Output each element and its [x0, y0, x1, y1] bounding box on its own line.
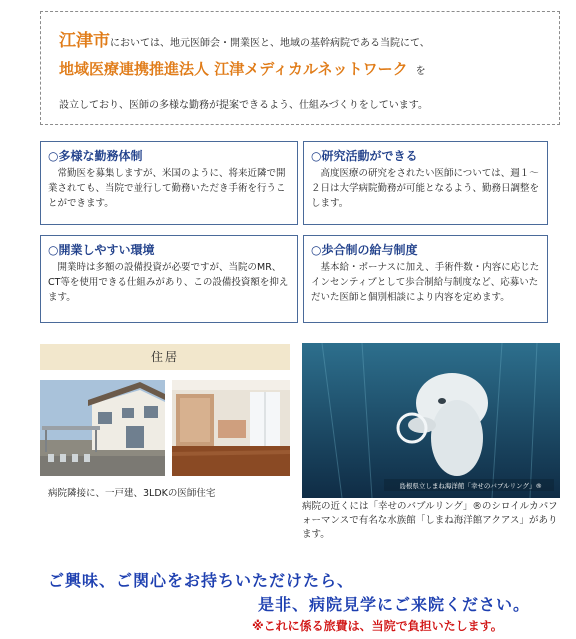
city-name: 江津市	[59, 31, 110, 51]
feature-body: 常勤医を募集しますが、米国のように、将来近隣で開業されても、当院で並行して勤務いただき手術を行うことができます。	[48, 168, 286, 209]
cta-line-2: 是非、病院見学にご来院ください。	[258, 595, 531, 614]
intro-line-1-text: においては、地元医師会・開業医と、地域の基幹病院である当院にて、	[110, 38, 430, 49]
intro-box	[40, 11, 560, 125]
feature-title: ○開業しやすい環境	[48, 243, 155, 257]
intro-line-2	[59, 58, 426, 79]
intro-line-1	[59, 26, 430, 51]
cta-line-1: ご興味、ご関心をお持ちいただけたら、	[48, 571, 355, 590]
feature-title: ○歩合制の給与制度	[311, 243, 418, 257]
feature-box-pay-system	[303, 235, 548, 323]
feature-body: 高度医療の研究をされたい医師については、週１～２日は大学病院勤務が可能となるよう、勤務日調整をします。	[311, 168, 540, 209]
intro-line-3: 設立しており、医師の多様な勤務が提案できるよう、仕組みづくりをしています。	[59, 100, 428, 111]
organization-name: 地域医療連携推進法人 江津メディカルネットワーク	[59, 60, 408, 78]
feature-box-flexible-work	[40, 141, 298, 225]
travel-expense-note: ※これに係る旅費は、当院で負担いたします。	[252, 619, 503, 633]
photo-credit: 島根県立しまね海洋館「幸せのバブルリング」®	[399, 482, 542, 490]
feature-body: 基本給・ボーナスに加え、手術件数・内容に応じたインセンティブとして歩合制給与制度など、応募いただいた医師と個別相談により内容を定めます。	[311, 262, 540, 303]
particle-wo: を	[415, 66, 426, 77]
housing-header: 住居	[40, 344, 290, 370]
feature-box-clinic-opening	[40, 235, 298, 323]
feature-title: ○研究活動ができる	[311, 149, 418, 163]
feature-box-research	[303, 141, 548, 225]
house-interior-photo	[172, 380, 290, 476]
feature-title: ○多様な勤務体制	[48, 149, 143, 163]
aquarium-beluga-photo	[302, 343, 560, 498]
house-exterior-photo	[40, 380, 165, 476]
aquarium-caption: 病院の近くには「幸せのバブルリング」®のシロイルカパフォーマンスで有名な水族館「しまね海洋館アクアス」があります。	[302, 501, 558, 540]
feature-body: 開業時は多額の設備投資が必要ですが、当院のMR、CT等を使用できる仕組みがあり、この設備投資額を抑えます。	[48, 262, 289, 303]
housing-caption: 病院隣接に、一戸建、3LDKの医師住宅	[48, 488, 216, 499]
